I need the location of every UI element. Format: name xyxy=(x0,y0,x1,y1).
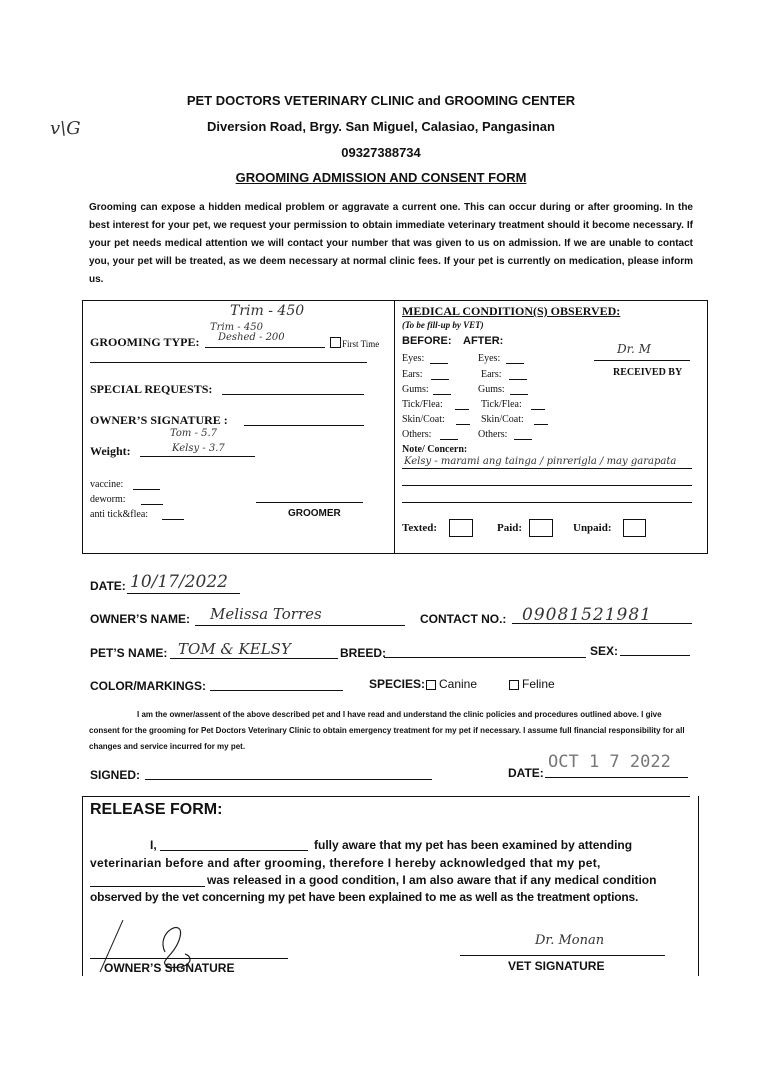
after-eyes-field[interactable] xyxy=(506,363,524,364)
release-title: RELEASE FORM: xyxy=(90,801,223,818)
release-line2: veterinarian before and after grooming, therefore I hereby acknowledged that my pet, xyxy=(90,856,601,870)
margin-note: v\G xyxy=(50,118,81,139)
weight-note-1: Tom - 5.7 xyxy=(170,428,218,439)
clinic-address: Diversion Road, Brgy. San Miguel, Calasiao, Pangasinan xyxy=(207,119,555,134)
owner-name-field[interactable] xyxy=(195,625,405,626)
date-field[interactable] xyxy=(127,593,240,594)
groomer-signature-line[interactable] xyxy=(256,502,363,503)
antitick-label: anti tick&flea: xyxy=(90,509,149,520)
sex-field[interactable] xyxy=(620,655,690,656)
grooming-type-extra-line xyxy=(90,362,367,363)
after-others: Others: xyxy=(478,429,508,440)
medical-condition-title: MEDICAL CONDITION(S) OBSERVED: xyxy=(402,304,621,318)
paid-checkbox[interactable] xyxy=(529,519,553,537)
after-tickflea: Tick/Flea: xyxy=(481,399,522,410)
after-ears: Ears: xyxy=(481,369,502,380)
grooming-type-label: GROOMING TYPE: xyxy=(90,335,200,349)
contact-value: 09081521981 xyxy=(522,605,652,625)
color-field[interactable] xyxy=(210,690,343,691)
contact-label: CONTACT NO.: xyxy=(420,612,507,626)
weight-label: Weight: xyxy=(90,444,131,458)
received-by-signature: Dr. M xyxy=(617,342,651,356)
after-skincoat: Skin/Coat: xyxy=(481,414,524,425)
unpaid-checkbox[interactable] xyxy=(623,519,646,537)
before-others-field[interactable] xyxy=(440,439,458,440)
before-label: BEFORE: xyxy=(402,335,452,347)
date-label: DATE: xyxy=(90,579,126,593)
received-by-label: RECEIVED BY xyxy=(613,367,683,378)
release-line1-suffix: fully aware that my pet has been examined by attending xyxy=(314,838,633,852)
owner-name-value: Melissa Torres xyxy=(210,605,322,623)
first-time-checkbox[interactable] xyxy=(330,337,341,348)
before-gums: Gums: xyxy=(402,384,429,395)
after-gums-field[interactable] xyxy=(510,394,528,395)
release-line3-suffix: was released in a good condition, I am also aware that if any medical condition xyxy=(207,873,657,887)
weight-field[interactable] xyxy=(140,456,255,457)
after-tickflea-field[interactable] xyxy=(531,409,545,410)
release-top-border xyxy=(82,796,690,797)
texted-label: Texted: xyxy=(402,522,438,534)
release-owner-signature-label: OWNER’S SIGNATURE xyxy=(104,961,235,975)
deworm-label: deworm: xyxy=(90,494,126,505)
release-line1-prefix: I, xyxy=(150,838,157,852)
pet-name-label: PET’S NAME: xyxy=(90,646,168,660)
vet-signature-label: VET SIGNATURE xyxy=(508,959,605,973)
after-others-field[interactable] xyxy=(514,439,532,440)
before-skincoat: Skin/Coat: xyxy=(402,414,445,425)
vet-subtitle: (To be fill-up by VET) xyxy=(402,320,484,330)
species-label: SPECIES: xyxy=(369,677,426,691)
before-ears-field[interactable] xyxy=(431,379,449,380)
clinic-phone: 09327388734 xyxy=(341,145,421,160)
grooming-note-3: Deshed - 200 xyxy=(218,332,285,343)
pet-name-field[interactable] xyxy=(170,658,338,659)
consent-paragraph: I am the owner/assent of the above described pet and I have read and understand the clinic policies and procedures outlined above. I give consent for the grooming for Pet Doctors Veterinary Clinic to obtain emergency treatment for my pet if necessary. I assume full financial responsibility for all changes and service incurred for my pet. xyxy=(89,710,685,751)
vet-signature: Dr. Monan xyxy=(535,933,605,948)
pet-name-value: TOM & KELSY xyxy=(178,640,291,658)
sex-label: SEX: xyxy=(590,644,619,658)
groomer-label: GROOMER xyxy=(288,508,341,519)
release-owner-name-field[interactable] xyxy=(160,850,308,851)
species-canine-option[interactable] xyxy=(426,677,477,691)
vaccine-field[interactable] xyxy=(133,489,160,490)
owner-signature-label: OWNER’S SIGNATURE : xyxy=(90,413,228,427)
vet-signature-line[interactable] xyxy=(460,955,665,956)
antitick-field[interactable] xyxy=(162,519,184,520)
grooming-note-1: Trim - 450 xyxy=(230,303,305,319)
vaccine-label: vaccine: xyxy=(90,479,124,490)
color-label: COLOR/MARKINGS: xyxy=(90,679,206,693)
paid-label: Paid: xyxy=(497,522,523,534)
received-by-line[interactable] xyxy=(594,360,690,361)
breed-label: BREED: xyxy=(340,646,387,660)
before-tickflea: Tick/Flea: xyxy=(402,399,443,410)
date-stamp: OCT 1 7 2022 xyxy=(548,752,671,772)
after-ears-field[interactable] xyxy=(509,379,527,380)
before-tickflea-field[interactable] xyxy=(455,409,469,410)
before-eyes: Eyes: xyxy=(402,353,425,364)
intro-paragraph: Grooming can expose a hidden medical problem or aggravate a current one. This can occur during or after grooming. In the best interest for your pet, we request your permission to obtain immediate veterinary treatment should it become necessary. If your pet needs medical attention we will contact your number that was given to us on admission. If we are unable to contact you, your pet will be treated, as we deem necessary at normal clinic fees. If your pet is currently on medication, please inform us. xyxy=(89,202,693,285)
before-others: Others: xyxy=(402,429,432,440)
table-divider xyxy=(394,301,395,553)
canine-checkbox[interactable] xyxy=(426,680,436,690)
owner-signature-field[interactable] xyxy=(244,425,364,426)
feline-label: Feline xyxy=(522,677,555,691)
species-feline-option[interactable] xyxy=(509,677,555,691)
note-label: Note/ Concern: xyxy=(402,444,468,455)
signed-date-label: DATE: xyxy=(508,766,544,780)
after-skincoat-field[interactable] xyxy=(534,424,548,425)
canine-label: Canine xyxy=(439,677,478,691)
note-line-3[interactable] xyxy=(402,502,692,503)
after-eyes: Eyes: xyxy=(478,353,501,364)
before-gums-field[interactable] xyxy=(433,394,451,395)
note-line-1[interactable] xyxy=(402,468,692,469)
form-title: GROOMING ADMISSION AND CONSENT FORM xyxy=(235,170,527,185)
weight-note-2: Kelsy - 3.7 xyxy=(172,443,225,454)
signed-field[interactable] xyxy=(145,779,432,780)
signed-date-field[interactable] xyxy=(545,777,688,778)
after-gums: Gums: xyxy=(478,384,505,395)
before-skincoat-field[interactable] xyxy=(456,424,470,425)
release-pet-name-field[interactable] xyxy=(90,886,205,887)
after-label: AFTER: xyxy=(463,335,504,347)
special-requests-field[interactable] xyxy=(222,394,364,395)
note-handwritten: Kelsy - marami ang tainga / pinrerigla / may garapata xyxy=(404,456,677,467)
owner-name-label: OWNER’S NAME: xyxy=(90,612,190,626)
deworm-field[interactable] xyxy=(141,504,163,505)
feline-checkbox[interactable] xyxy=(509,680,519,690)
first-time-label: First Time xyxy=(342,339,380,349)
contact-field[interactable] xyxy=(512,623,692,624)
release-left-border xyxy=(82,796,83,976)
release-line4: observed by the vet concerning my pet have been explained to me as well as the treatment options. xyxy=(90,890,639,904)
signed-label: SIGNED: xyxy=(90,768,141,782)
note-line-2[interactable] xyxy=(402,485,692,486)
texted-checkbox[interactable] xyxy=(449,519,473,537)
breed-field[interactable] xyxy=(384,657,586,658)
before-eyes-field[interactable] xyxy=(430,363,448,364)
release-right-border xyxy=(698,796,699,976)
before-ears: Ears: xyxy=(402,369,423,380)
clinic-name: PET DOCTORS VETERINARY CLINIC and GROOMING CENTER xyxy=(186,93,576,108)
grooming-type-field[interactable] xyxy=(205,347,325,348)
grooming-note-2: Trim - 450 xyxy=(210,322,263,333)
owner-signature-line[interactable] xyxy=(90,958,288,959)
special-requests-label: SPECIAL REQUESTS: xyxy=(90,382,213,396)
unpaid-label: Unpaid: xyxy=(573,522,612,534)
date-value: 10/17/2022 xyxy=(130,572,228,592)
